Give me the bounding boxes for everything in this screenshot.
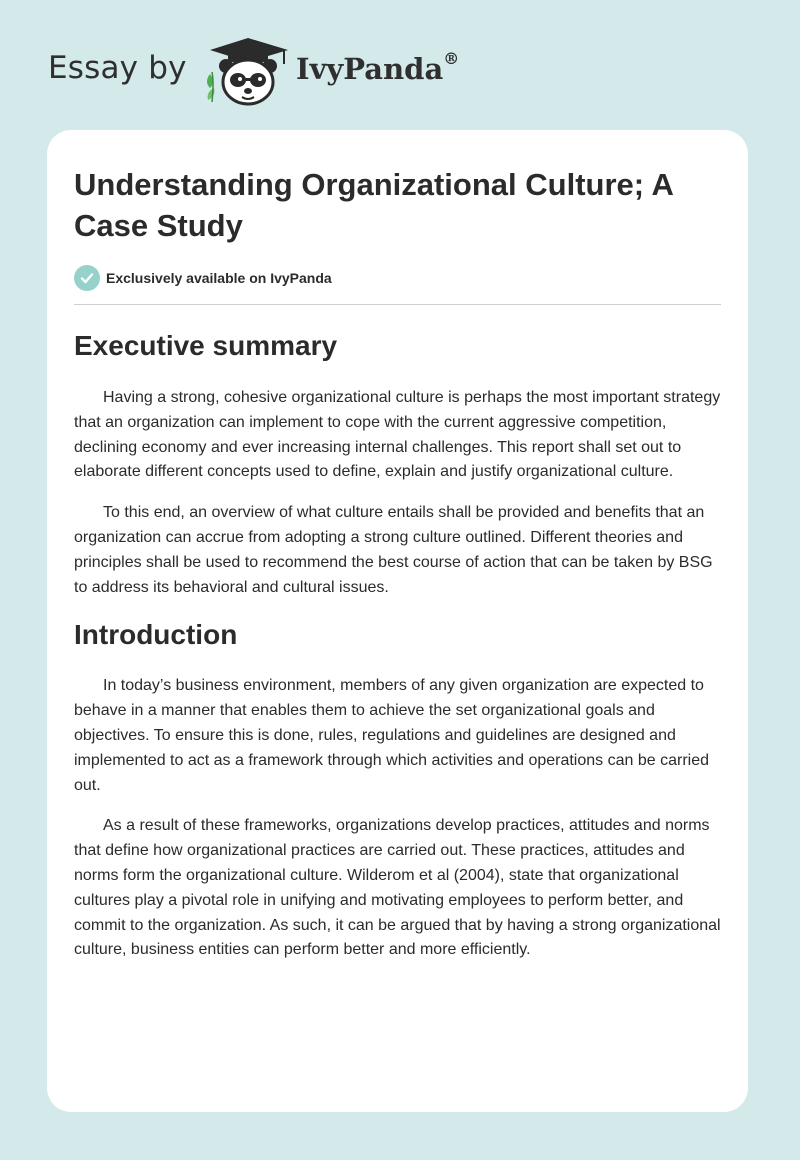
check-icon — [74, 265, 100, 291]
ivypanda-logo-icon[interactable] — [200, 36, 292, 108]
essay-title: Understanding Organizational Culture; A Case Study — [74, 167, 673, 243]
site-header — [0, 0, 800, 130]
essay-by-label: Essay by — [48, 50, 187, 86]
paragraph: As a result of these frameworks, organizations develop practices, attitudes and norms that define how organizational practices are carried out. These practices, attitudes and norms form the organizational culture. Wilderom et al (2004), state that organizational cultures play a pivotal role in unifying and motivating employees to perform better, and commit to the organization. As such, it can be argued that by having a strong organizational culture, business entities can perform better and more efficiently. — [74, 817, 721, 959]
exclusive-badge-text: Exclusively available on IvyPanda — [106, 270, 332, 286]
brand-text: IvyPanda — [296, 52, 444, 86]
exclusive-badge — [74, 264, 721, 292]
paragraph: Having a strong, cohesive organizational culture is perhaps the most important strategy that an organization can implement to cope with the current aggressive competition, declining economy and ever increasing internal challenges. This report shall set out to elaborate different concepts used to define, explain and justify organizational culture. — [74, 389, 721, 481]
brand-name[interactable] — [296, 49, 460, 86]
paragraph: In today’s business environment, members of any given organization are expected to behave in a manner that enables them to achieve the set organizational goals and objectives. To ensure this is done, rules, regulations and guidelines are designed and implemented to act as a framework through which activities and operations can be carried out. — [74, 677, 709, 794]
paragraph: To this end, an overview of what culture entails shall be provided and benefits that an organization can accrue from adopting a strong culture outlined. Different theories and principles shall be used to recommend the best course of action that can be taken by BSG to address its behavioral and cultural issues. — [74, 504, 713, 596]
section-heading-executive-summary: Executive summary — [74, 330, 338, 361]
title-divider — [74, 304, 721, 305]
essay-card — [47, 130, 748, 1112]
section-heading-introduction: Introduction — [74, 619, 238, 651]
registered-mark: ® — [443, 49, 460, 69]
